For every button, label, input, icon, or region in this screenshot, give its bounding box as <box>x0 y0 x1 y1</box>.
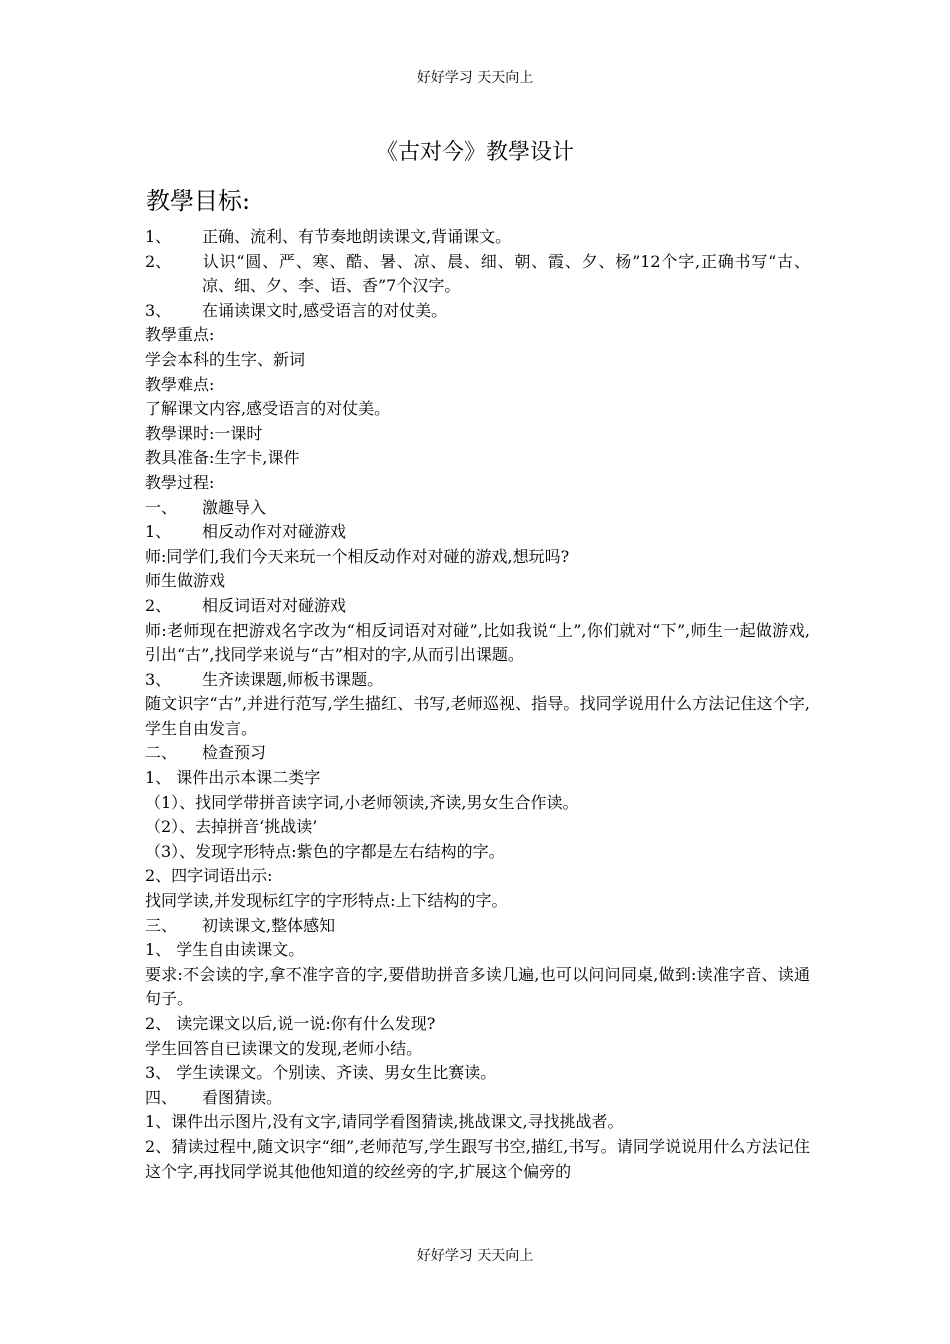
paragraph: 2、猜读过程中,随文识字“细”,老师范写,学生跟写书空,描红,书写。请同学说说用什么方法记住这个字,再找同学说其他他知道的绞丝旁的字,扩展这个偏旁的 <box>145 1136 810 1181</box>
paragraph: 师:老师现在把游戏名字改为“相反词语对对碰”,比如我说“上”,你们就对“下”,师生一起做游戏,引出“古”,找同学来说与“古”相对的字,从而引出课题。 <box>145 620 810 665</box>
subsection-heading: 1、 学生自由读课文。 <box>145 940 305 960</box>
process-label: 教學过程: <box>145 472 215 492</box>
section-heading: 三、 初读课文,整体感知 <box>145 915 336 935</box>
subsection-heading: 3、 学生读课文。个别读、齐读、男女生比赛读。 <box>145 1063 497 1083</box>
list-item: （2）、去掉拼音‘挑战读’ <box>145 817 318 837</box>
paragraph: 随文识字“古”,并进行范写,学生描红、书写,老师巡视、指导。找同学说用什么方法记住这个字,学生自由发言。 <box>145 694 810 738</box>
page-footer: 好好学习 天天向上 <box>416 1248 534 1264</box>
objective-item: 3、 在诵读课文时,感受语言的对仗美。 <box>145 300 448 320</box>
subsection-heading: 3、 生齐读课题,师板书课题。 <box>145 669 384 689</box>
paragraph: 学生回答自已读课文的发现,老师小结。 <box>145 1038 423 1058</box>
list-item: （1）、找同学带拼音读字词,小老师领读,齐读,男女生合作读。 <box>145 792 579 812</box>
paragraph: 师生做游戏 <box>145 571 226 591</box>
key-points-text: 学会本科的生字、新词 <box>145 349 306 369</box>
list-item: （3）、发现字形特点:紫色的字都是左右结构的字。 <box>145 841 505 861</box>
paragraph: 找同学读,并发现标红字的字形特点:上下结构的字。 <box>145 891 508 911</box>
difficulties-text: 了解课文内容,感受语言的对仗美。 <box>145 399 391 419</box>
document-body <box>145 225 810 1184</box>
objective-item: 2、 认识“圆、严、寒、酷、暑、凉、晨、细、朝、霞、夕、杨”12个字,正确书写“古、凉、细、夕、李、语、香”7个汉字。 <box>145 251 810 296</box>
paragraph: 1、课件出示图片,没有文字,请同学看图猜读,挑战课文,寻找挑战者。 <box>145 1112 624 1132</box>
objectives-heading: 教學目标: <box>146 187 251 215</box>
paragraph: 要求:不会读的字,拿不准字音的字,要借助拼音多读几遍,也可以问问同桌,做到:读准字音、读通句子。 <box>145 964 810 1009</box>
subsection-heading: 2、四字词语出示: <box>145 866 273 886</box>
materials: 教具准备:生字卡,课件 <box>145 448 300 468</box>
objective-item: 1、 正确、流利、有节奏地朗读课文,背诵课文。 <box>145 227 512 246</box>
key-points-label: 教學重点: <box>145 325 215 345</box>
section-heading: 四、 看图猜读。 <box>145 1087 283 1107</box>
subsection-heading: 1、 相反动作对对碰游戏 <box>145 522 347 542</box>
difficulties-label: 教學难点: <box>145 374 215 394</box>
subsection-heading: 2、 读完课文以后,说一说:你有什么发现? <box>145 1014 436 1033</box>
class-hours: 教學课时:一课时 <box>145 423 263 443</box>
paragraph: 师:同学们,我们今天来玩一个相反动作对对碰的游戏,想玩吗? <box>145 546 570 566</box>
section-heading: 一、 激趣导入 <box>145 497 267 517</box>
subsection-heading: 1、 课件出示本课二类字 <box>145 768 321 788</box>
page-header: 好好学习 天天向上 <box>416 70 534 86</box>
document-title: 《古对今》教學设计 <box>375 140 574 165</box>
subsection-heading: 2、 相反词语对对碰游戏 <box>145 595 347 615</box>
section-heading: 二、 检查预习 <box>145 743 267 763</box>
